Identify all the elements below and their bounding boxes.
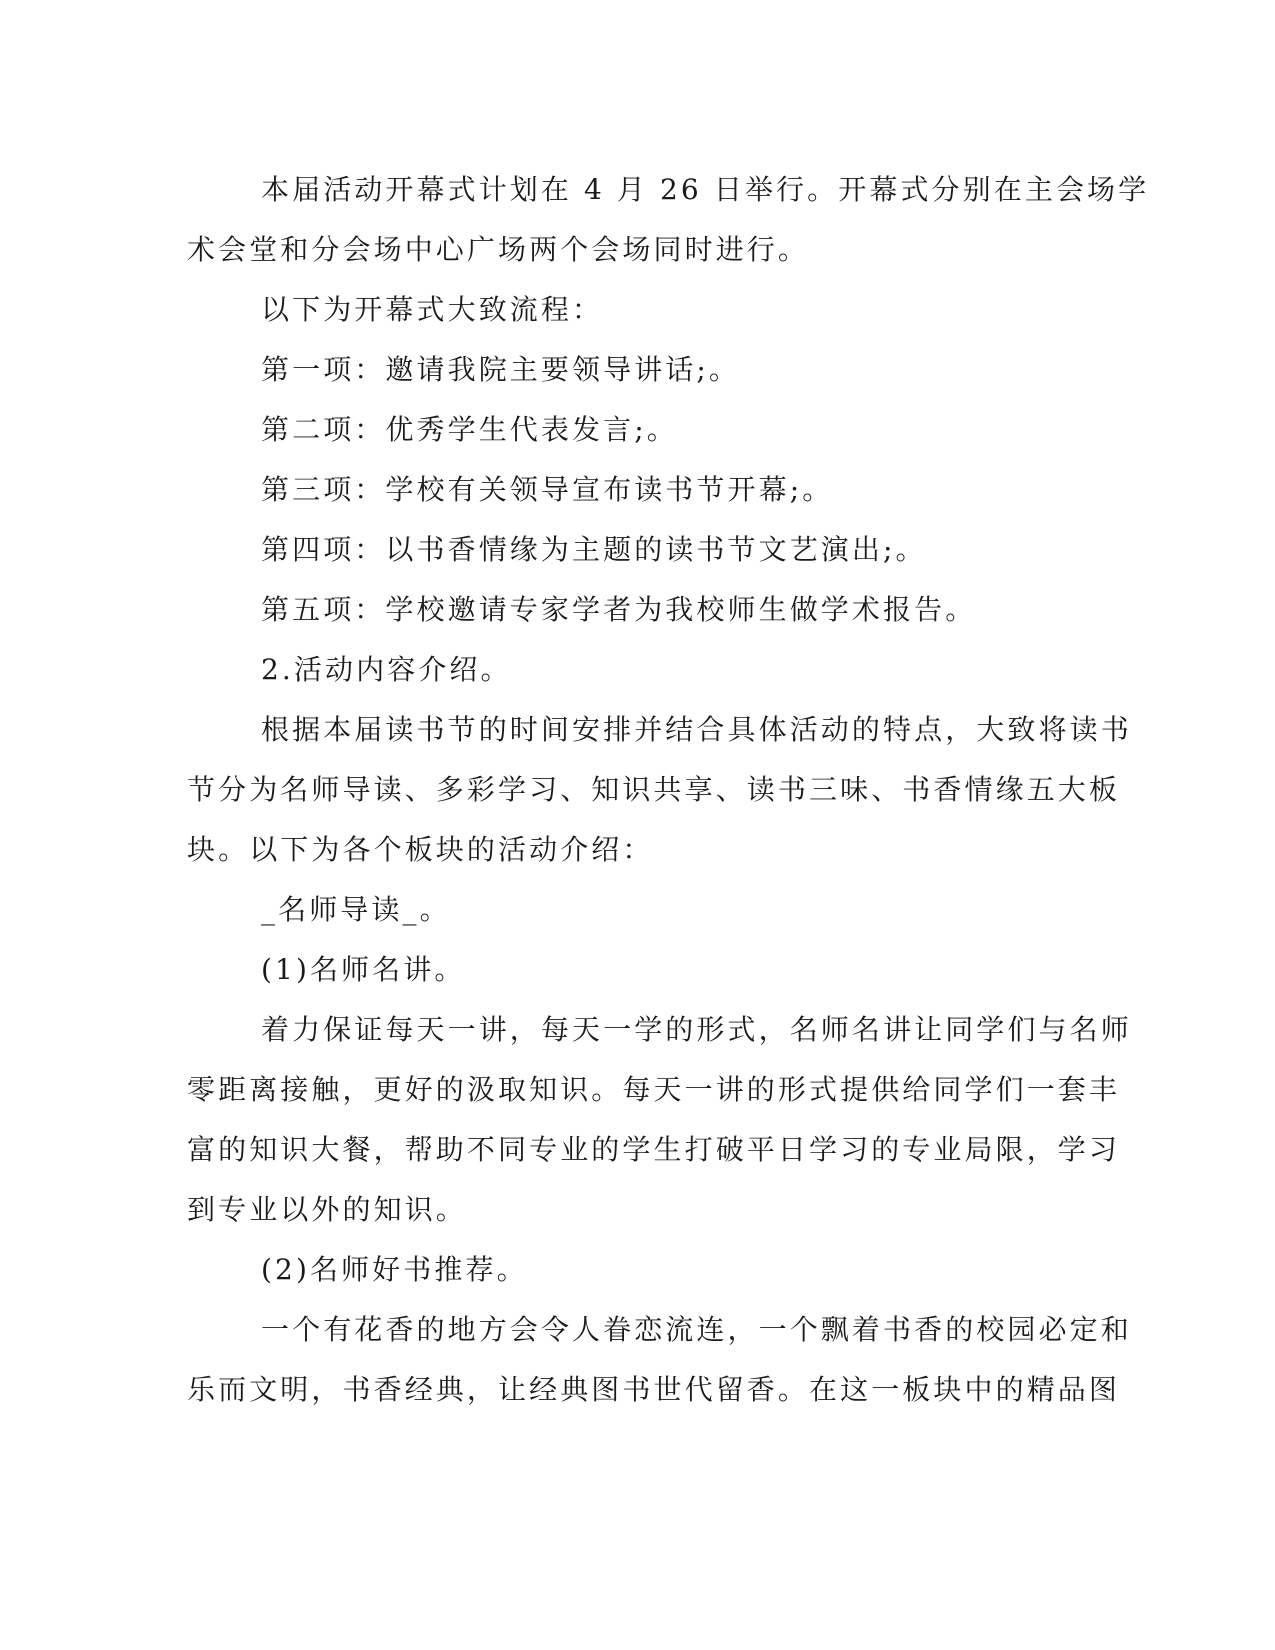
- text-line: 着力保证每天一讲，每天一学的形式，名师名讲让同学们与名师: [261, 1013, 1132, 1046]
- text-line: 本届活动开幕式计划在 4 月 26 日举行。开幕式分别在主会场学: [261, 173, 1150, 206]
- text-line: 第二项：优秀学生代表发言;。: [261, 413, 678, 446]
- text-line: 块。以下为各个板块的活动介绍：: [187, 833, 654, 866]
- item-heading: (2)名师好书推荐。: [261, 1253, 528, 1286]
- text-line: 第一项：邀请我院主要领导讲话;。: [261, 353, 741, 386]
- text-line: 术会堂和分会场中心广场两个会场同时进行。: [187, 233, 810, 266]
- text-line: 根据本届读书节的时间安排并结合具体活动的特点，大致将读书: [261, 713, 1132, 746]
- section-heading: 2.活动内容介绍。: [261, 653, 512, 686]
- text-line: 乐而文明，书香经典，让经典图书世代留香。在这一板块中的精品图: [187, 1373, 1121, 1406]
- text-line: 富的知识大餐，帮助不同专业的学生打破平日学习的专业局限，学习: [187, 1133, 1121, 1166]
- text-line: 第四项：以书香情缘为主题的读书节文艺演出;。: [261, 533, 927, 566]
- text-line: 节分为名师导读、多彩学习、知识共享、读书三味、书香情缘五大板: [187, 773, 1121, 806]
- text-line: 到专业以外的知识。: [187, 1193, 467, 1226]
- subsection-heading: _名师导读_。: [261, 893, 451, 926]
- text-line: 第三项：学校有关领导宣布读书节开幕;。: [261, 473, 834, 506]
- document-body: [187, 160, 1150, 1420]
- item-heading: (1)名师名讲。: [261, 953, 466, 986]
- text-line: 零距离接触，更好的汲取知识。每天一讲的形式提供给同学们一套丰: [187, 1073, 1121, 1106]
- text-line: 一个有花香的地方会令人眷恋流连，一个飘着书香的校园必定和: [261, 1313, 1132, 1346]
- text-line: 第五项：学校邀请专家学者为我校师生做学术报告。: [261, 593, 977, 626]
- text-line: 以下为开幕式大致流程：: [261, 293, 604, 326]
